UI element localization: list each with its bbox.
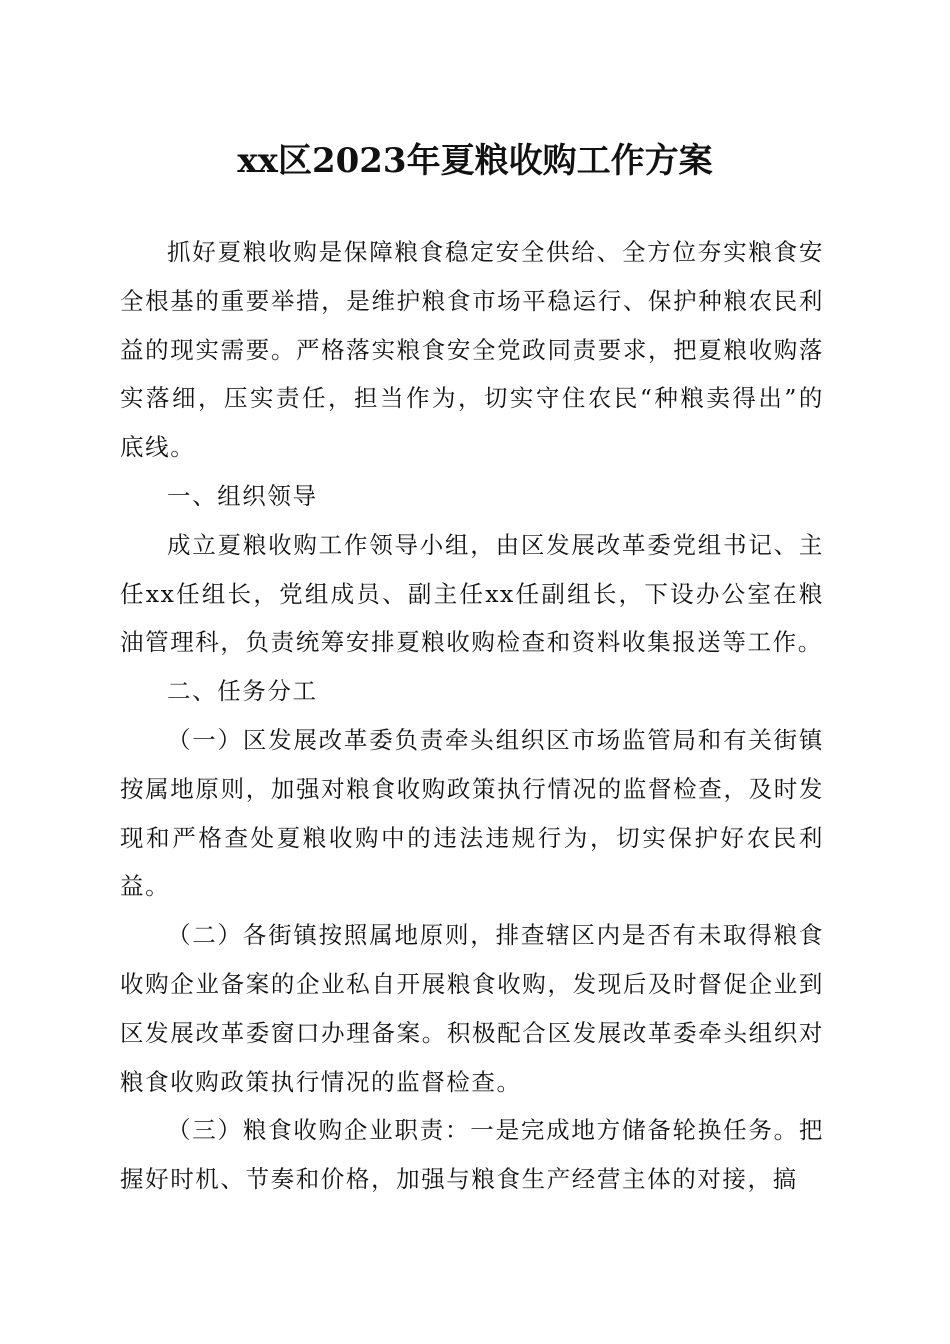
section-paragraph: （二）各街镇按照属地原则，排查辖区内是否有未取得粮食收购企业备案的企业私自开展粮食收购，发现后及时督促企业到区发展改革委窗口办理备案。积极配合区发展改革委牵头组织对粮食收购政策执行情况的监督检查。 <box>120 921 824 1096</box>
section-paragraph: （三）粮食收购企业职责：一是完成地方储备轮换任务。把握好时机、节奏和价格，加强与粮食生产经营主体的对接，搞 <box>120 1116 824 1194</box>
section-heading-task-division: 二、任务分工 <box>167 677 318 706</box>
section-paragraph: （一）区发展改革委负责牵头组织区市场监管局和有关街镇按属地原则，加强对粮食收购政策执行情况的监督检查，及时发现和严格查处夏粮收购中的违法违规行为，切实保护好农民利益。 <box>120 725 824 901</box>
intro-paragraph: 抓好夏粮收购是保障粮食稳定安全供给、全方位夯实粮食安全根基的重要举措，是维护粮食市场平稳运行、保护种粮农民利益的现实需要。严格落实粮食安全党政同责要求，把夏粮收购落实落细，压实责任，担当作为，切实守住农民“种粮卖得出”的底线。 <box>120 238 824 462</box>
section-heading-organization: 一、组织领导 <box>167 481 318 510</box>
section-paragraph: 成立夏粮收购工作领导小组，由区发展改革委党组书记、主任xx任组长，党组成员、副主任xx任副组长，下设办公室在粮油管理科，负责统筹安排夏粮收购检查和资料收集报送等工作。 <box>120 530 824 657</box>
document-body <box>120 228 824 1204</box>
document-title: xx区2023年夏粮收购工作方案 <box>237 141 713 181</box>
